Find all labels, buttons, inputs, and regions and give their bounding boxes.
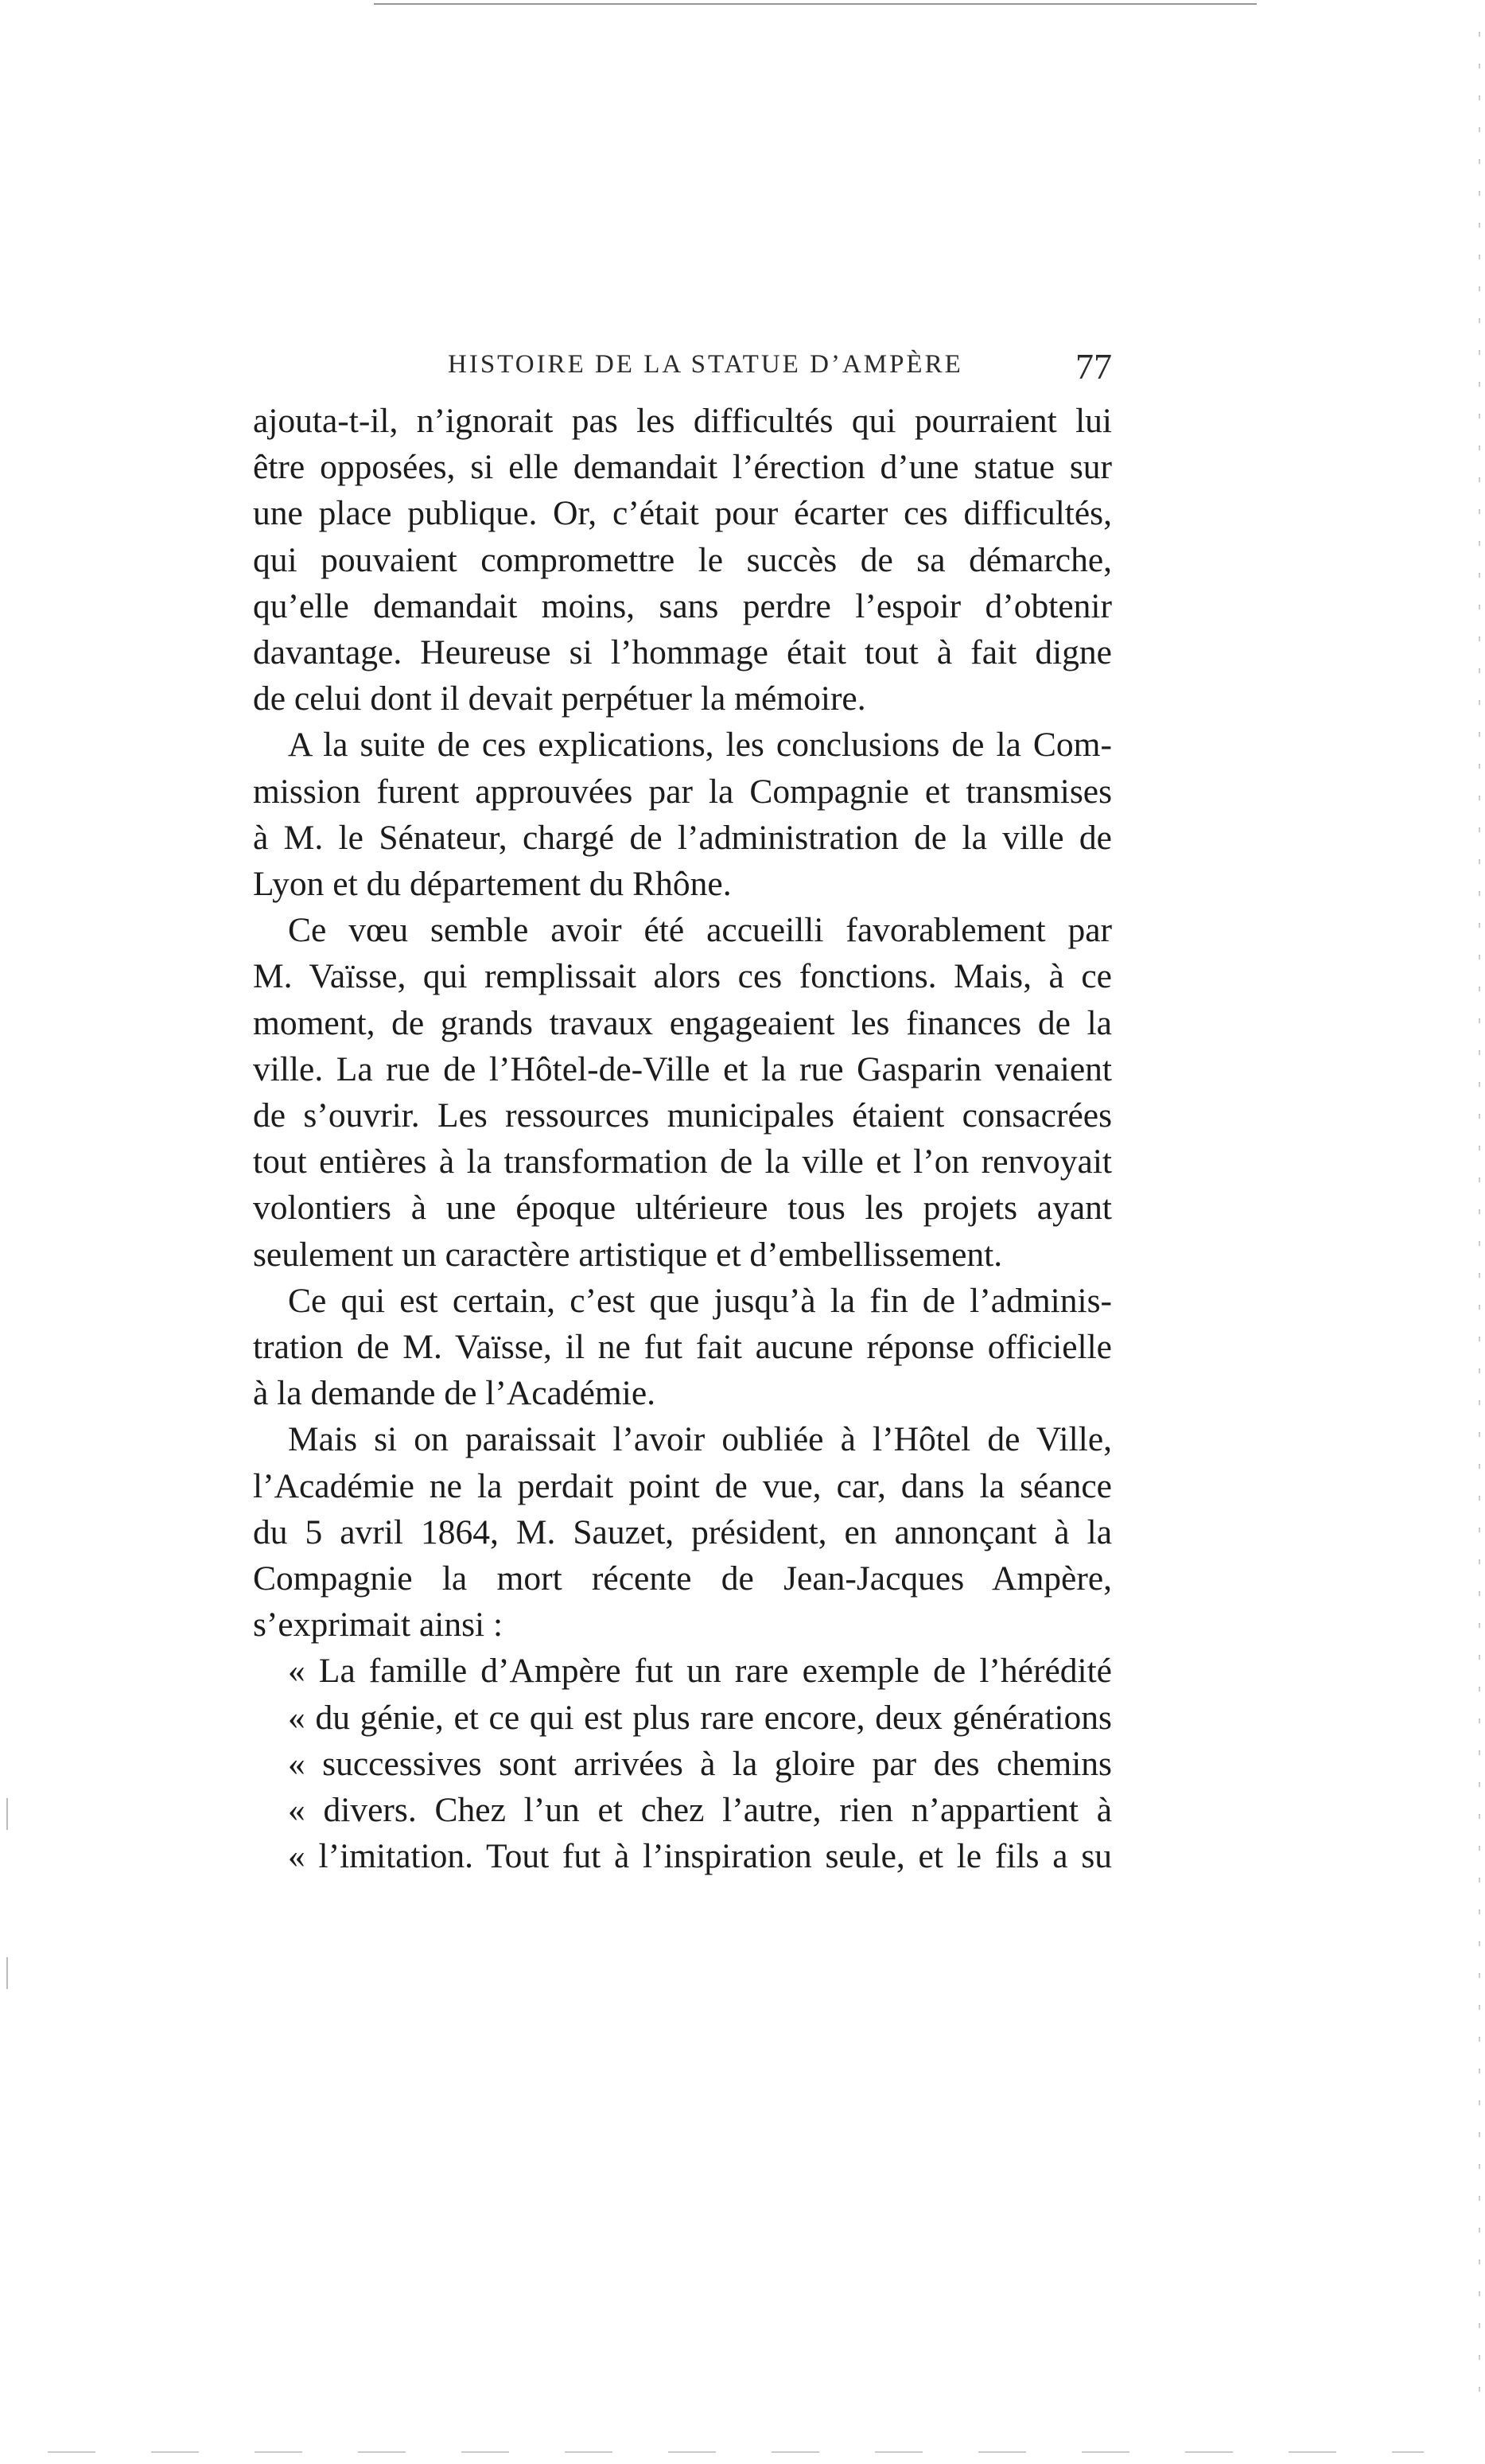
text-line: de celui dont il devait perpétuer la mémoire. (253, 679, 866, 718)
scan-edge-right (1479, 32, 1480, 2419)
text-line: mission furent approuvées par la Compagnie et transmises (253, 772, 1112, 811)
text-line: Ce qui est certain, c’est que jusqu’à la fin de l’adminis- (288, 1281, 1112, 1320)
text-line: ville. La rue de l’Hôtel-de-Ville et la rue Gasparin venaient (253, 1049, 1112, 1088)
text-line: du 5 avril 1864, M. Sauzet, président, en annonçant à la (253, 1512, 1112, 1551)
text-line: moment, de grands travaux engageaient les finances de la (253, 1003, 1112, 1042)
text-line: volontiers à une époque ultérieure tous les projets ayant (253, 1189, 1112, 1228)
text-line: M. Vaïsse, qui remplissait alors ces fonctions. Mais, à ce (253, 957, 1112, 996)
text-line: tration de M. Vaïsse, il ne fut fait aucune réponse officielle (253, 1328, 1112, 1367)
quote-line: « du génie, et ce qui est plus rare encore, deux générations (288, 1698, 1112, 1737)
text-line: Compagnie la mort récente de Jean-Jacques Ampère, (253, 1559, 1112, 1598)
text-line: une place publique. Or, c’était pour écarter ces difficultés, (253, 494, 1112, 533)
text-line: tout entières à la transformation de la ville et l’on renvoyait (253, 1142, 1112, 1181)
text-line: ajouta-t-il, n’ignorait pas les difficultés qui pourraient lui (253, 402, 1112, 440)
text-line: A la suite de ces explications, les conclusions de la Com- (288, 726, 1112, 765)
text-line: Lyon et du département du Rhône. (253, 865, 732, 904)
text-line: qu’elle demandait moins, sans perdre l’espoir d’obtenir (253, 586, 1112, 625)
text-line: être opposées, si elle demandait l’érection d’une statue sur (253, 448, 1112, 487)
text-line: à M. le Sénateur, chargé de l’administration de la ville de (253, 818, 1112, 857)
text-line: à la demande de l’Académie. (253, 1374, 656, 1413)
text-line: seulement un caractère artistique et d’embellissement. (253, 1235, 1003, 1274)
text-line: davantage. Heureuse si l’hommage était tout à fait digne (253, 633, 1112, 672)
scan-edge-top (374, 3, 1257, 5)
page-number: 77 (1075, 346, 1112, 387)
quote-line: « successives sont arrivées à la gloire par des chemins (288, 1744, 1112, 1783)
text-line: de s’ouvrir. Les ressources municipales étaient consacrées (253, 1096, 1112, 1135)
text-line: Ce vœu semble avoir été accueilli favorablement par (288, 911, 1112, 950)
scan-edge-left (6, 1798, 8, 2100)
running-title: HISTOIRE DE LA STATUE D’AMPÈRE (448, 350, 963, 379)
text-line: s’exprimait ainsi : (253, 1606, 503, 1645)
quote-line: « divers. Chez l’un et chez l’autre, rien n’appartient à (288, 1791, 1112, 1830)
book-page (253, 342, 1112, 1880)
text-line: Mais si on paraissait l’avoir oubliée à l’Hôtel de Ville, (288, 1420, 1112, 1459)
text-line: l’Académie ne la perdait point de vue, car, dans la séance (253, 1466, 1112, 1505)
body-text (253, 398, 1112, 1880)
scan-edge-bottom (48, 2451, 1424, 2453)
quote-line: « l’imitation. Tout fut à l’inspiration seule, et le fils a su (288, 1837, 1112, 1876)
running-head (253, 342, 1112, 398)
text-line: qui pouvaient compromettre le succès de sa démarche, (253, 540, 1112, 579)
quote-line: « La famille d’Ampère fut un rare exemple de l’hérédité (288, 1652, 1112, 1691)
